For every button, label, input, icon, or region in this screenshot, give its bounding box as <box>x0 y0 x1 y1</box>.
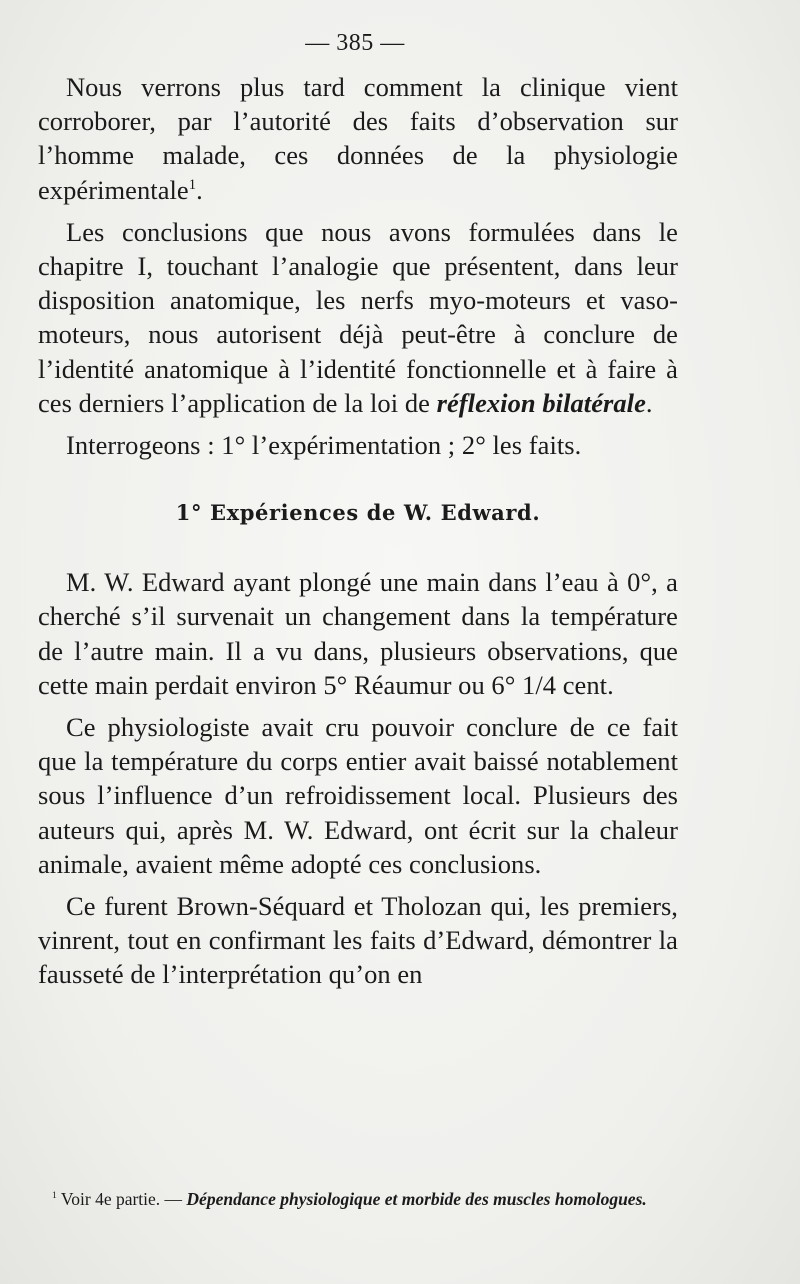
main-text <box>38 70 678 992</box>
paragraph-conclusions <box>38 215 678 420</box>
footnote-title: Dépendance physiologique et morbide des muscles homologues. <box>186 1189 647 1209</box>
footnote-marker: 1 <box>52 1190 57 1202</box>
paragraph-edward-experiment: M. W. Edward ayant plongé une main dans l’eau à 0°, a cherché s’il survenait un changement dans la température de l’autre main. Il a vu dans, plusieurs observations, que cette main perdait environ 5° Réaumur ou 6° 1/4 cent. <box>38 567 678 700</box>
paragraph-conclusions-text: Les conclusions que nous avons formulées dans le chapitre I, touchant l’analogie que présentent, dans leur disposition anatomique, les nerfs myo-moteurs et vaso-moteurs, nous autorisent déjà peut-être à conclure de l’identité anatomique à l’identité fonctionnelle et à faire à ces derniers l’application de la loi de <box>38 216 678 418</box>
paragraph-interrogeons: Interrogeons : 1° l’expérimentation ; 2° les faits. <box>66 430 582 461</box>
footnote <box>52 1186 682 1213</box>
page-number: — 385 — <box>305 30 405 56</box>
paragraph-physiologiste: Ce physiologiste avait cru pouvoir conclure de ce fait que la température du corps entier avait baissé notablement sous l’influence d’un refroidissement local. Plusieurs des auteurs qui, après M. W. Edward, ont écrit sur la chaleur animale, avaient même adopté ces conclusions. <box>38 712 678 879</box>
footnote-reference: 1 <box>188 176 197 193</box>
paragraph-brown-sequard: Ce furent Brown-Séquard et Tholozan qui, les premiers, vinrent, tout en confirmant les faits d’Edward, démontrer la fausseté de l’interprétation qu’on en <box>38 891 678 990</box>
paragraph-conclusions-end: . <box>645 387 653 418</box>
emphasis-reflexion-bilaterale: réflexion bilatérale <box>436 387 646 418</box>
paragraph-clinique-text: Nous verrons plus tard comment la clinique vient corroborer, par l’autorité des faits d’observation sur l’homme malade, ces données de la physiologie expérimentale <box>38 72 678 205</box>
section-heading-experiences: 1° Expériences de W. Edward. <box>175 500 541 526</box>
paragraph-clinique-end: . <box>196 174 203 205</box>
footnote-prefix: Voir 4e partie. — <box>56 1189 187 1209</box>
paragraph-clinique <box>38 70 678 207</box>
